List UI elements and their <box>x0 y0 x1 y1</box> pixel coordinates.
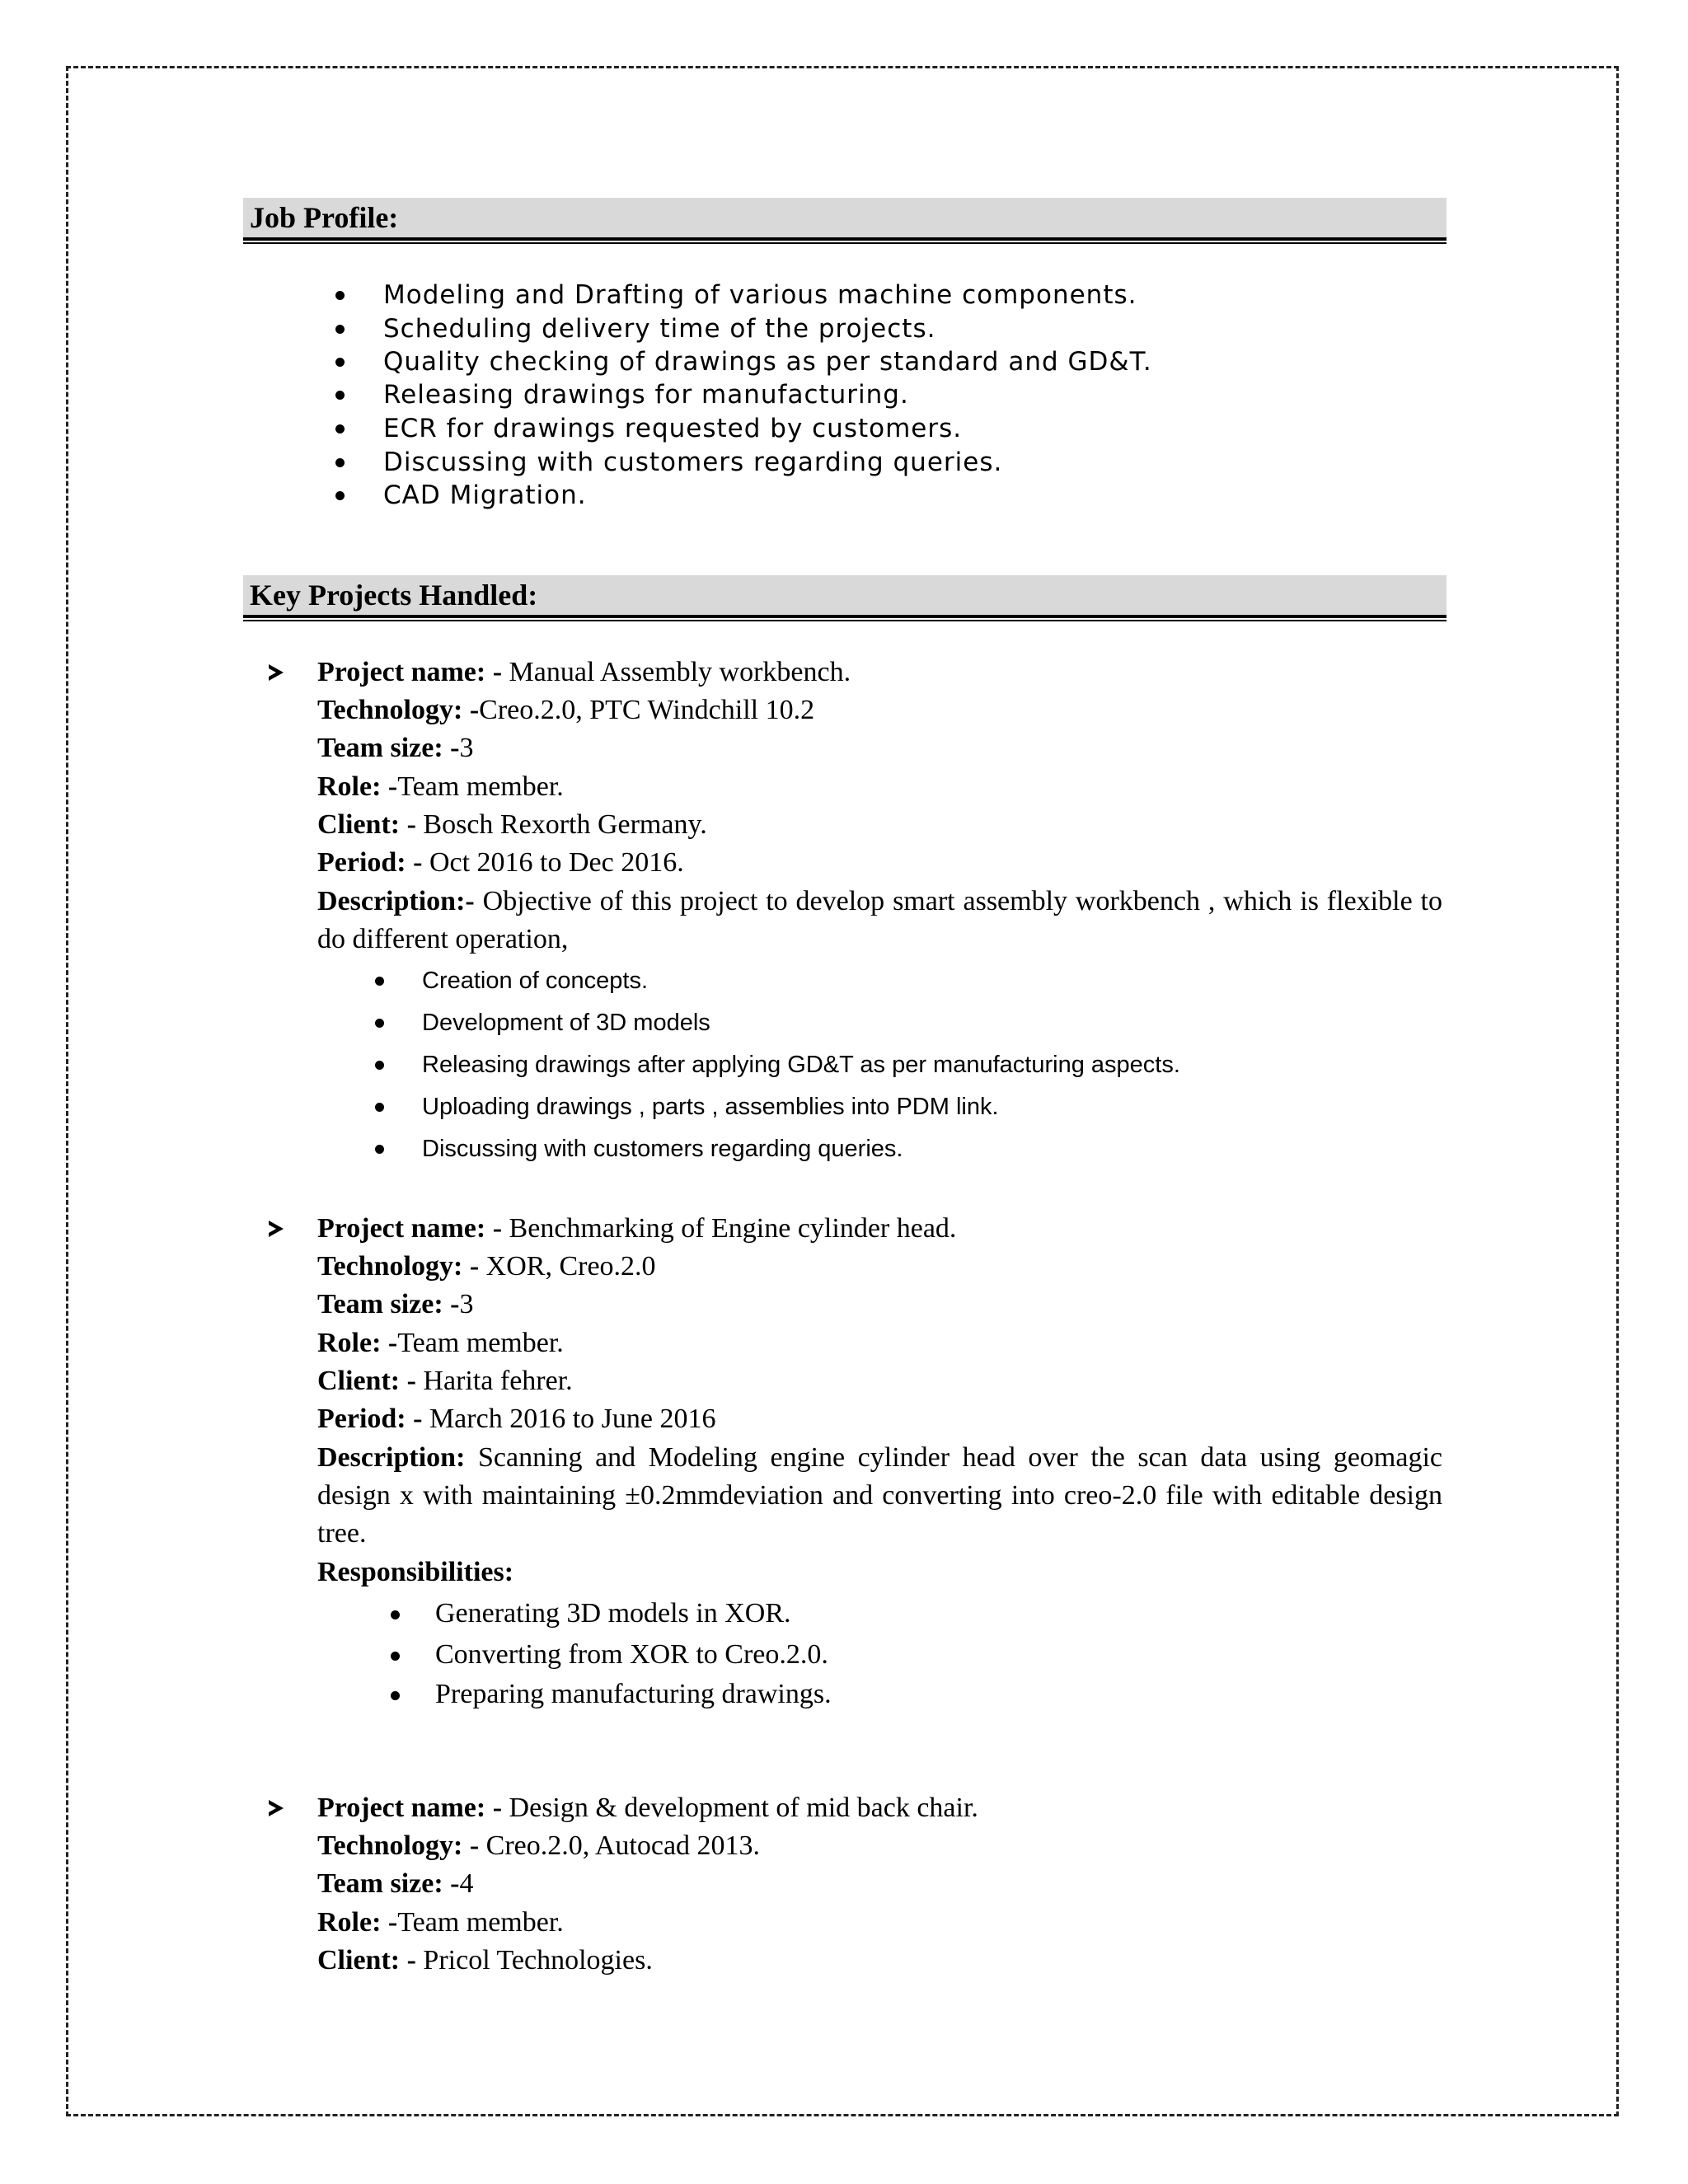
list-item: Discussing with customers regarding queries. <box>422 1136 903 1162</box>
client-value: Bosch Rexorth Germany. <box>415 809 707 840</box>
arrow-bullet-icon <box>269 664 284 681</box>
bullet-icon <box>335 424 345 434</box>
team-size-line <box>317 732 473 765</box>
description <box>317 883 1442 958</box>
bullet-icon <box>335 358 345 367</box>
job-profile-rule <box>243 237 1447 244</box>
project-name-label: Project name: - <box>317 1213 503 1244</box>
technology-label: Technology: - <box>317 1251 480 1282</box>
role-line <box>317 771 564 804</box>
list-item: Preparing manufacturing drawings. <box>435 1679 832 1709</box>
bullet-icon <box>375 1145 384 1154</box>
list-item: Creation of concepts. <box>422 968 649 994</box>
role-value: Team member. <box>397 771 564 802</box>
period-label: Period: - <box>317 847 423 878</box>
list-item: Modeling and Drafting of various machine components. <box>383 280 1137 310</box>
role-value: Team member. <box>397 1328 564 1358</box>
responsibilities-line <box>317 1556 513 1589</box>
job-profile-header <box>243 198 1447 237</box>
role-line <box>317 1906 564 1939</box>
list-item: Uploading drawings , parts , assemblies into PDM link. <box>422 1094 999 1120</box>
role-value: Team member. <box>397 1907 564 1938</box>
bullet-icon <box>391 1691 400 1700</box>
list-item: CAD Migration. <box>383 480 587 510</box>
project-name-line <box>317 656 851 689</box>
list-item: ECR for drawings requested by customers. <box>383 414 963 443</box>
team-size-line <box>317 1288 473 1321</box>
project-name-line <box>317 1792 978 1825</box>
role-label: Role: - <box>317 1328 398 1358</box>
description-text: Scanning and Modeling engine cylinder head over the scan data using geomagic design x with maintaining ±0.2mmdeviation and converting into creo-2.0 file with editable design tree. <box>317 1442 1442 1549</box>
period-line <box>317 1403 715 1436</box>
project-name-label: Project name: - <box>317 657 503 687</box>
list-item: Development of 3D models <box>422 1010 710 1036</box>
client-label: Client: - <box>317 809 416 840</box>
list-item: Converting from XOR to Creo.2.0. <box>435 1639 828 1670</box>
bullet-icon <box>375 977 384 986</box>
list-item: Releasing drawings after applying GD&T as per manufacturing aspects. <box>422 1052 1180 1078</box>
arrow-bullet-icon <box>269 1800 284 1816</box>
list-item: Scheduling delivery time of the projects. <box>383 314 936 344</box>
bullet-icon <box>391 1610 400 1619</box>
bullet-icon <box>335 391 345 400</box>
client-label: Client: - <box>317 1366 416 1396</box>
bullet-icon <box>375 1061 384 1070</box>
description <box>317 1439 1442 1553</box>
bullet-icon <box>335 491 345 500</box>
list-item: Discussing with customers regarding queries. <box>383 448 1003 477</box>
key-projects-header <box>243 575 1447 615</box>
bullet-icon <box>391 1652 400 1661</box>
role-label: Role: - <box>317 1907 398 1938</box>
bullet-icon <box>335 291 345 300</box>
client-line <box>317 1944 653 1977</box>
team-size-value: 3 <box>459 1289 474 1319</box>
technology-value: XOR, Creo.2.0 <box>479 1251 656 1282</box>
team-size-value: 4 <box>459 1868 474 1899</box>
period-value: March 2016 to June 2016 <box>422 1404 716 1434</box>
project-name-value: Design & development of mid back chair. <box>502 1793 978 1823</box>
list-item: Quality checking of drawings as per standard and GD&T. <box>383 347 1152 377</box>
period-line <box>317 846 684 879</box>
project-name-label: Project name: - <box>317 1793 503 1823</box>
key-projects-rule <box>243 615 1447 621</box>
bullet-icon <box>375 1103 384 1112</box>
list-item: Generating 3D models in XOR. <box>435 1598 791 1629</box>
period-value: Oct 2016 to Dec 2016. <box>422 847 684 878</box>
technology-label: Technology: - <box>317 695 480 725</box>
client-line <box>317 808 707 841</box>
client-label: Client: - <box>317 1945 416 1975</box>
list-item: Releasing drawings for manufacturing. <box>383 380 909 410</box>
project-name-value: Manual Assembly workbench. <box>502 657 851 687</box>
job-profile-title: Job Profile: <box>250 201 399 234</box>
bullet-icon <box>375 1019 384 1028</box>
period-label: Period: - <box>317 1404 423 1434</box>
description-label: Description:- <box>317 886 475 916</box>
team-size-label: Team size: - <box>317 733 460 763</box>
client-value: Pricol Technologies. <box>415 1945 653 1975</box>
client-value: Harita fehrer. <box>415 1366 573 1396</box>
technology-line <box>317 694 814 727</box>
project-name-value: Benchmarking of Engine cylinder head. <box>502 1213 957 1244</box>
team-size-line <box>317 1868 473 1900</box>
description-text: Objective of this project to develop smart assembly workbench , which is flexible to do different operation, <box>317 886 1442 954</box>
team-size-value: 3 <box>459 733 474 763</box>
description-label: Description: <box>317 1442 466 1473</box>
project-name-line <box>317 1212 956 1245</box>
technology-value: Creo.2.0, Autocad 2013. <box>479 1830 761 1861</box>
technology-value: Creo.2.0, PTC Windchill 10.2 <box>479 695 815 725</box>
team-size-label: Team size: - <box>317 1868 460 1899</box>
arrow-bullet-icon <box>269 1221 284 1237</box>
team-size-label: Team size: - <box>317 1289 460 1319</box>
role-label: Role: - <box>317 771 398 802</box>
bullet-icon <box>335 458 345 467</box>
technology-line <box>317 1830 760 1863</box>
technology-label: Technology: - <box>317 1830 480 1861</box>
responsibilities-label: Responsibilities: <box>317 1557 514 1587</box>
technology-line <box>317 1250 656 1283</box>
client-line <box>317 1365 573 1398</box>
role-line <box>317 1327 564 1360</box>
key-projects-title: Key Projects Handled: <box>250 579 538 612</box>
bullet-icon <box>335 325 345 334</box>
